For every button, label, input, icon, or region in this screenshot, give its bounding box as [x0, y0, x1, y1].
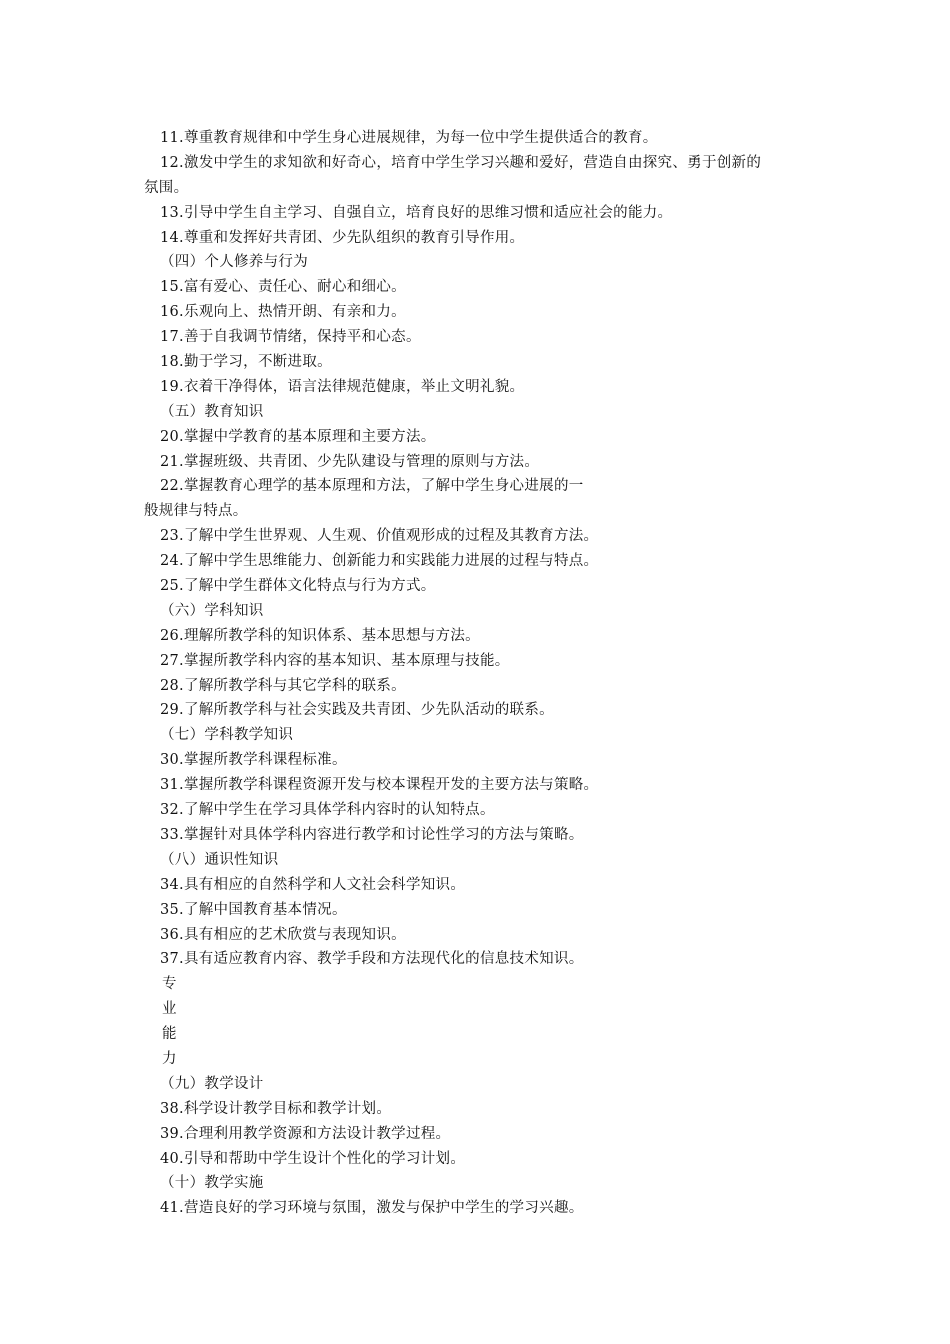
item-27: 27.掌握所教学科内容的基本知识、基本原理与技能。 — [160, 652, 510, 669]
document-page — [0, 126, 950, 1221]
item-37: 37.具有适应教育内容、教学手段和方法现代化的信息技术知识。 — [160, 951, 584, 968]
item-11: 11.尊重教育规律和中学生身心进展规律，为每一位中学生提供适合的教育。 — [160, 130, 658, 146]
item-30: 30.掌握所教学科课程标准。 — [160, 752, 347, 769]
item-26: 26.理解所教学科的知识体系、基本思想与方法。 — [160, 627, 480, 644]
item-20: 20.掌握中学教育的基本原理和主要方法。 — [160, 428, 436, 445]
category-label-char-4: 力 — [162, 1050, 177, 1067]
item-12-continuation: 氛围。 — [144, 179, 189, 196]
item-35: 35.了解中国教育基本情况。 — [160, 901, 347, 918]
item-18: 18.勤于学习，不断进取。 — [160, 354, 332, 371]
item-14: 14.尊重和发挥好共青团、少先队组织的教育引导作用。 — [160, 229, 525, 246]
item-28: 28.了解所教学科与其它学科的联系。 — [160, 677, 406, 694]
item-24: 24.了解中学生思维能力、创新能力和实践能力进展的过程与特点。 — [160, 553, 599, 570]
section-heading-7: （七）学科教学知识 — [160, 727, 294, 744]
section-heading-5: （五）教育知识 — [160, 403, 264, 420]
item-34: 34.具有相应的自然科学和人文社会科学知识。 — [160, 876, 466, 893]
category-label-char-3: 能 — [162, 1026, 177, 1043]
item-16: 16.乐观向上、热情开朗、有亲和力。 — [160, 304, 406, 321]
item-22: 22.掌握教育心理学的基本原理和方法，了解中学生身心进展的一 — [160, 478, 584, 495]
section-heading-10: （十）教学实施 — [160, 1175, 264, 1192]
item-17: 17.善于自我调节情绪，保持平和心态。 — [160, 329, 421, 346]
section-heading-8: （八）通识性知识 — [160, 851, 279, 868]
item-29: 29.了解所教学科与社会实践及共青团、少先队活动的联系。 — [160, 702, 554, 719]
item-39: 39.合理利用教学资源和方法设计教学过程。 — [160, 1125, 451, 1142]
section-heading-4: （四）个人修养与行为 — [160, 254, 308, 271]
item-23: 23.了解中学生世界观、人生观、价值观形成的过程及其教育方法。 — [160, 528, 599, 545]
category-label-char-1: 专 — [162, 976, 177, 993]
item-25: 25.了解中学生群体文化特点与行为方式。 — [160, 578, 436, 595]
item-40: 40.引导和帮助中学生设计个性化的学习计划。 — [160, 1150, 466, 1167]
section-heading-6: （六）学科知识 — [160, 602, 264, 619]
item-21: 21.掌握班级、共青团、少先队建设与管理的原则与方法。 — [160, 453, 540, 470]
item-32: 32.了解中学生在学习具体学科内容时的认知特点。 — [160, 802, 495, 819]
section-heading-9: （九）教学设计 — [160, 1075, 264, 1092]
category-label-char-2: 业 — [162, 1001, 177, 1018]
item-38: 38.科学设计教学目标和教学计划。 — [160, 1100, 392, 1117]
item-12: 12.激发中学生的求知欲和好奇心，培育中学生学习兴趣和爱好，营造自由探究、勇于创新的 — [160, 154, 762, 171]
item-19: 19.衣着干净得体，语言法律规范健康，举止文明礼貌。 — [160, 378, 525, 395]
item-13: 13.引导中学生自主学习、自强自立，培育良好的思维习惯和适应社会的能力。 — [160, 204, 673, 221]
item-36: 36.具有相应的艺术欣赏与表现知识。 — [160, 926, 406, 943]
item-15: 15.富有爱心、责任心、耐心和细心。 — [160, 279, 406, 296]
item-33: 33.掌握针对具体学科内容进行教学和讨论性学习的方法与策略。 — [160, 826, 584, 843]
item-31: 31.掌握所教学科课程资源开发与校本课程开发的主要方法与策略。 — [160, 777, 599, 794]
item-22-continuation: 般规律与特点。 — [144, 503, 248, 520]
item-41: 41.营造良好的学习环境与氛围，激发与保护中学生的学习兴趣。 — [160, 1200, 584, 1217]
